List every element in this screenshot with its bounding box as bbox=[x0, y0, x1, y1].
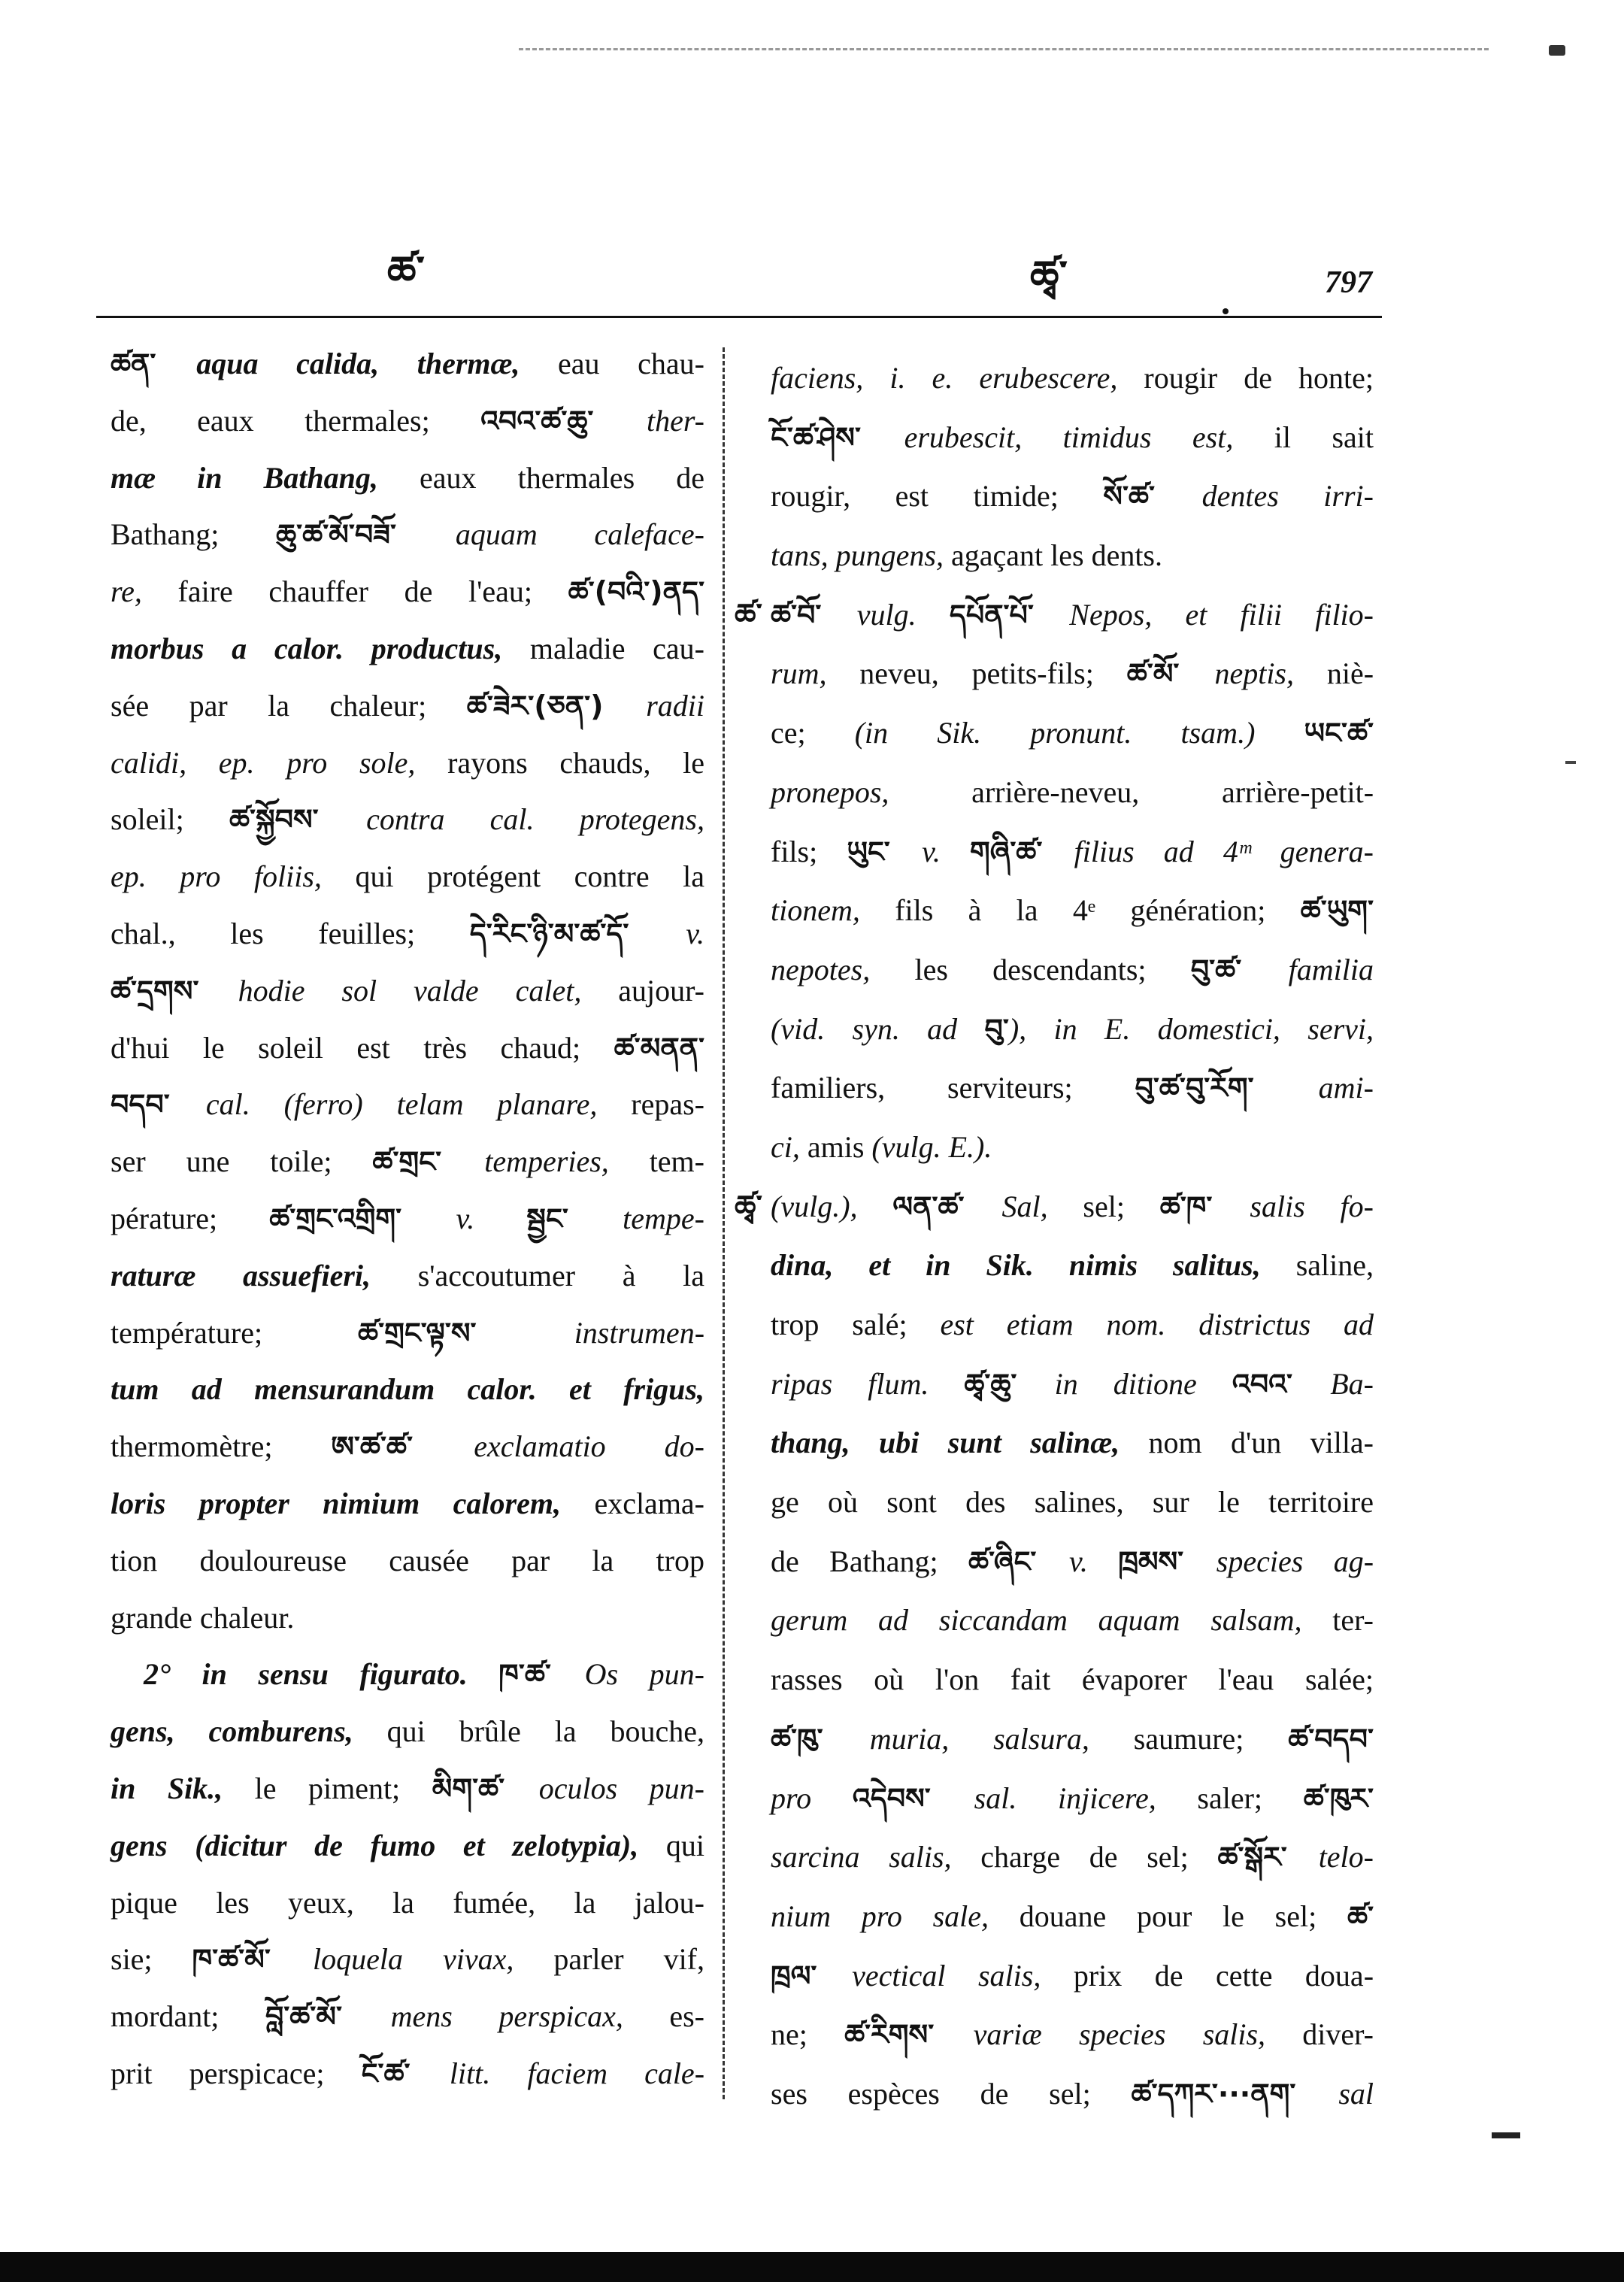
latin-gloss: loris propter nimium calorem, bbox=[111, 1486, 595, 1520]
latin-gloss: hodie sol valde calet, bbox=[238, 973, 619, 1008]
latin-gloss: tempe- bbox=[623, 1201, 704, 1235]
text-line bbox=[771, 1296, 1374, 1355]
tibetan-term: བདབ་ bbox=[111, 1088, 206, 1122]
text-line bbox=[111, 1247, 704, 1305]
latin-gloss: nium pro sale, bbox=[771, 1899, 1020, 1933]
latin-gloss: contra cal. protegens, bbox=[366, 802, 704, 837]
french-gloss: tion douloureuse causée par la trop bbox=[111, 1543, 704, 1577]
french-gloss: niè- bbox=[1326, 656, 1374, 691]
latin-gloss: instrumen- bbox=[574, 1315, 705, 1350]
latin-gloss: thang, ubi sunt salinæ, bbox=[771, 1426, 1149, 1460]
text-line bbox=[111, 1133, 704, 1190]
text-line bbox=[771, 1118, 1374, 1177]
tibetan-term: ཚ་ཟེར་(ཅན་) bbox=[466, 689, 647, 723]
latin-gloss: tans, pungens, bbox=[771, 538, 951, 573]
text-line bbox=[771, 349, 1374, 408]
running-head-right: ཚྭ་ bbox=[1030, 252, 1068, 299]
french-gloss: de, eaux thermales; bbox=[111, 403, 481, 438]
header-dot bbox=[1223, 308, 1229, 314]
french-gloss: pérature; bbox=[111, 1201, 270, 1235]
tibetan-term: དཔོན་པོ་ bbox=[949, 598, 1070, 632]
text-line bbox=[771, 823, 1374, 882]
french-gloss: douane pour le sel; bbox=[1019, 1899, 1347, 1933]
text-line bbox=[771, 1947, 1374, 2006]
text-line bbox=[771, 1650, 1374, 1710]
text-line bbox=[771, 1059, 1374, 1118]
latin-gloss: 2° in sensu figurato. bbox=[144, 1657, 499, 1692]
text-line bbox=[111, 1532, 704, 1590]
headword-marker: ཚ་ bbox=[735, 597, 762, 632]
latin-gloss: variæ species salis, bbox=[973, 2017, 1303, 2052]
french-gloss: qui bbox=[665, 1828, 704, 1862]
text-line bbox=[111, 735, 704, 792]
french-gloss: sel; bbox=[1083, 1189, 1160, 1223]
tibetan-term: དེ་རིང་ཉི་མ་ཚ་དོ་ bbox=[469, 917, 686, 950]
french-gloss: agaçant les dents. bbox=[951, 538, 1162, 573]
tibetan-term: ཚ་(བའི་)ནད་ bbox=[568, 575, 704, 609]
text-line bbox=[111, 1703, 704, 1760]
latin-gloss: erubescit, timidus est, bbox=[904, 420, 1274, 454]
tibetan-term: ཚ་མོ་ bbox=[1126, 657, 1215, 691]
latin-gloss: gerum ad siccandam aquam salsam, bbox=[771, 1603, 1333, 1638]
latin-gloss: faciens, i. e. erubescere, bbox=[771, 361, 1144, 395]
latin-gloss: tum ad mensurandum calor. et frigus, bbox=[111, 1372, 704, 1407]
french-gloss: thermomètre; bbox=[111, 1429, 332, 1464]
text-line bbox=[111, 848, 704, 905]
text-line bbox=[111, 1076, 704, 1133]
latin-gloss: (in Sik. pronunt. tsam.) bbox=[854, 716, 1304, 750]
latin-gloss: temperies, bbox=[484, 1144, 650, 1179]
tibetan-term: ཚ་བདབ་ bbox=[1288, 1722, 1374, 1756]
scan-bottom-border bbox=[0, 2252, 1624, 2282]
text-line bbox=[771, 1532, 1374, 1592]
scan-margin-mark bbox=[1565, 761, 1576, 764]
latin-gloss: dentes irri- bbox=[1201, 479, 1374, 514]
latin-gloss: ami- bbox=[1318, 1071, 1374, 1105]
french-gloss: saline, bbox=[1295, 1248, 1374, 1283]
french-gloss: grande chaleur. bbox=[111, 1600, 295, 1635]
text-line bbox=[771, 881, 1374, 941]
french-gloss: mordant; bbox=[111, 1999, 265, 2034]
tibetan-term: ཚ་གྲང་ལྟ་ས་ bbox=[358, 1316, 574, 1350]
latin-gloss: aquam calefacе- bbox=[455, 517, 704, 552]
tibetan-term: གཞི་ཚ་ bbox=[969, 835, 1074, 868]
text-line bbox=[771, 1473, 1374, 1532]
text-line bbox=[111, 905, 704, 962]
french-gloss: aujour- bbox=[618, 973, 704, 1008]
tibetan-term: ཚ་ཡུག་ bbox=[1300, 894, 1374, 928]
text-line bbox=[111, 1590, 704, 1647]
latin-gloss: vulg. bbox=[856, 597, 950, 632]
latin-gloss: gens (dicitur de fumo et zelotypia), bbox=[111, 1828, 666, 1862]
latin-gloss: tionem, bbox=[771, 893, 895, 928]
latin-gloss: filius ad 4ᵐ genera- bbox=[1074, 834, 1374, 868]
latin-gloss: in ditione bbox=[1054, 1366, 1232, 1401]
text-line bbox=[735, 1177, 1374, 1237]
text-line bbox=[771, 1591, 1374, 1650]
tibetan-term: ཚ་སྒོར་ bbox=[1217, 1841, 1319, 1874]
latin-gloss: v. bbox=[1069, 1544, 1119, 1578]
left-column bbox=[111, 335, 704, 2102]
french-gloss: ge où sont des salines, sur le territoire bbox=[771, 1485, 1374, 1520]
latin-gloss: v. bbox=[686, 916, 704, 950]
french-gloss: qui brûle la bouche, bbox=[386, 1714, 705, 1749]
french-gloss: eau chau- bbox=[558, 347, 704, 380]
latin-gloss: Os pun- bbox=[584, 1657, 704, 1692]
text-line bbox=[111, 1305, 704, 1362]
tibetan-term: ཆུ་ཚ་མོ་བཟོ་ bbox=[276, 518, 456, 552]
scan-margin-mark bbox=[1492, 2132, 1520, 2138]
french-gloss: nom d'un villa- bbox=[1148, 1426, 1374, 1460]
latin-gloss: sarcina salis, bbox=[771, 1840, 981, 1874]
tibetan-term: བུ་ཚ་ bbox=[1190, 953, 1289, 986]
french-gloss: pique les yeux, la fumée, la jalou- bbox=[111, 1885, 704, 1920]
text-line bbox=[111, 677, 704, 735]
tibetan-term: ཚ་རིགས་ bbox=[844, 2018, 974, 2052]
latin-gloss: v. bbox=[922, 834, 970, 868]
text-line bbox=[771, 1887, 1374, 1947]
french-gloss: s'accoutumer à la bbox=[417, 1258, 704, 1293]
french-gloss: Bathang; bbox=[111, 517, 277, 552]
headword-marker: ཚྭ་ bbox=[735, 1189, 762, 1224]
text-line bbox=[111, 1988, 704, 2045]
french-gloss: soleil; bbox=[111, 802, 229, 837]
text-line bbox=[111, 962, 704, 1020]
text-line bbox=[735, 586, 1374, 645]
tibetan-term: འབའ་ bbox=[1232, 1367, 1331, 1401]
latin-gloss: calidi, ep. pro sole, bbox=[111, 745, 448, 780]
french-gloss: parler vif, bbox=[553, 1942, 704, 1977]
text-line bbox=[111, 1931, 704, 1988]
french-gloss: charge de sel; bbox=[980, 1840, 1218, 1874]
tibetan-term: སྦྱང་ bbox=[526, 1202, 623, 1235]
latin-gloss: (vulg.), bbox=[771, 1189, 893, 1223]
tibetan-term: ངོ་ཚ་ bbox=[361, 2056, 450, 2090]
column-divider bbox=[723, 347, 725, 2099]
tibetan-term: ཁ་ཚ་ bbox=[498, 1658, 585, 1692]
tibetan-term: ཚ་བོ་ bbox=[771, 598, 857, 632]
text-line bbox=[771, 2005, 1374, 2065]
text-line bbox=[111, 791, 704, 848]
french-gloss: de Bathang; bbox=[771, 1544, 968, 1578]
latin-gloss: rum, bbox=[771, 656, 860, 691]
french-gloss: saumure; bbox=[1133, 1721, 1289, 1756]
latin-gloss: ep. pro foliis, bbox=[111, 859, 356, 894]
text-line bbox=[111, 620, 704, 677]
french-gloss: rayons chauds, le bbox=[447, 745, 704, 780]
french-gloss: rasses où l'on fait évaporer l'eau salée; bbox=[771, 1662, 1374, 1697]
tibetan-term: ཚ་ bbox=[1347, 1899, 1374, 1933]
text-line bbox=[771, 1414, 1374, 1473]
french-gloss: il sait bbox=[1274, 420, 1374, 454]
latin-gloss: nepotes, bbox=[771, 952, 915, 986]
text-line bbox=[111, 1760, 704, 1817]
latin-gloss: dina, et in Sik. nimis salitus, bbox=[771, 1248, 1296, 1283]
latin-gloss: ripas flum. bbox=[771, 1366, 965, 1401]
latin-gloss: neptis, bbox=[1214, 656, 1327, 691]
french-gloss: prix de cette doua- bbox=[1073, 1958, 1374, 1993]
latin-gloss: Ba- bbox=[1330, 1366, 1374, 1401]
french-gloss: fils à la 4ᵉ génération; bbox=[895, 893, 1301, 928]
tibetan-term: ཚ་ཁུར་ bbox=[1303, 1781, 1374, 1815]
text-line bbox=[111, 1020, 704, 1077]
french-gloss: tem- bbox=[649, 1144, 704, 1179]
latin-gloss: mæ in Bathang, bbox=[111, 460, 420, 495]
tibetan-term: ཚ་མནན་ bbox=[614, 1031, 704, 1065]
text-line bbox=[771, 704, 1374, 763]
french-gloss: ses espèces de sel; bbox=[771, 2076, 1132, 2111]
text-line bbox=[771, 1355, 1374, 1414]
tibetan-term: མིག་ཚ་ bbox=[432, 1771, 539, 1805]
text-line bbox=[771, 1236, 1374, 1296]
latin-gloss: in Sik., bbox=[111, 1771, 255, 1805]
tibetan-term: ཚ་གྲང་འགྲིག་ bbox=[269, 1202, 456, 1235]
french-gloss: diver- bbox=[1302, 2017, 1374, 2052]
latin-gloss: telo- bbox=[1318, 1840, 1374, 1874]
tibetan-term: འབའ་ཚ་ཆུ་ bbox=[480, 404, 647, 438]
french-gloss: le piment; bbox=[254, 1771, 432, 1805]
latin-gloss: re, bbox=[111, 574, 178, 609]
tibetan-term: སོ་ཚ་ bbox=[1103, 480, 1202, 514]
french-gloss: trop salé; bbox=[771, 1308, 941, 1341]
french-gloss: saler; bbox=[1197, 1780, 1304, 1815]
tibetan-term: ཁ་ཚ་མོ་ bbox=[192, 1943, 314, 1977]
tibetan-term: ལན་ཚ་ bbox=[892, 1189, 1002, 1223]
text-line bbox=[771, 1769, 1374, 1829]
latin-gloss: species ag- bbox=[1216, 1544, 1374, 1578]
tibetan-term: བུ་ཚ་བུ་རོག་ bbox=[1135, 1071, 1319, 1105]
running-head-left: ཚ་ bbox=[387, 247, 425, 295]
tibetan-term: འདེབས་ bbox=[852, 1781, 974, 1815]
text-line bbox=[111, 506, 704, 563]
french-gloss: amis bbox=[807, 1129, 872, 1164]
latin-gloss: (vid. syn. ad bbox=[771, 1011, 985, 1046]
latin-gloss: ther- bbox=[647, 403, 704, 438]
french-gloss: sie; bbox=[111, 1942, 192, 1977]
latin-gloss: muria, salsura, bbox=[869, 1721, 1134, 1756]
latin-gloss: raturæ assuefieri, bbox=[111, 1258, 418, 1293]
french-gloss: arrière-neveu, arrière-petit- bbox=[971, 774, 1374, 809]
text-line bbox=[111, 563, 704, 620]
text-line bbox=[771, 408, 1374, 468]
latin-gloss: aqua calida, thermæ, bbox=[196, 347, 559, 380]
french-gloss: faire chauffer de l'eau; bbox=[177, 574, 568, 609]
text-line bbox=[771, 644, 1374, 704]
french-gloss: chal., les feuilles; bbox=[111, 916, 470, 950]
french-gloss: température; bbox=[111, 1315, 359, 1350]
latin-gloss: (vulg. E.). bbox=[871, 1129, 992, 1164]
text-line bbox=[771, 941, 1374, 1000]
latin-gloss: sal. injicere, bbox=[974, 1780, 1198, 1815]
header-rule bbox=[96, 316, 1382, 318]
latin-gloss: morbus a calor. productus, bbox=[111, 631, 530, 665]
tibetan-term: ཚ་གྲང་ bbox=[372, 1145, 485, 1179]
french-gloss: neveu, petits-fils; bbox=[859, 656, 1127, 691]
french-gloss: familiers, serviteurs; bbox=[771, 1071, 1135, 1105]
tibetan-term: ཚན་ bbox=[111, 347, 197, 380]
latin-gloss: oculos pun- bbox=[538, 1771, 704, 1805]
latin-gloss: exclamatio do- bbox=[474, 1429, 704, 1464]
text-line bbox=[111, 1874, 704, 1932]
tibetan-term: ཚ་ཁུ་ bbox=[771, 1722, 870, 1756]
french-gloss: repas- bbox=[631, 1087, 704, 1122]
french-gloss: ser une toile; bbox=[111, 1144, 373, 1179]
french-gloss: ne; bbox=[771, 2017, 845, 2052]
tibetan-term: ཚྭ་ཆུ་ bbox=[964, 1367, 1055, 1401]
text-line bbox=[111, 1475, 704, 1532]
tibetan-term: ངོ་ཚ་ཤེས་ bbox=[771, 420, 904, 454]
tibetan-term: ཨ་ཚ་ཚ་ bbox=[331, 1430, 474, 1464]
french-gloss: exclama- bbox=[594, 1486, 704, 1520]
text-line bbox=[111, 392, 704, 450]
tibetan-term: ཚ་སྐྱོབས་ bbox=[229, 803, 367, 837]
latin-gloss: Sal, bbox=[1001, 1189, 1083, 1223]
text-line bbox=[111, 1817, 704, 1874]
text-line bbox=[771, 526, 1374, 586]
text-line bbox=[111, 335, 704, 392]
latin-gloss: pronepos, bbox=[771, 774, 972, 809]
latin-gloss: Nepos, et filii filio- bbox=[1069, 597, 1374, 632]
french-gloss: eaux thermales de bbox=[420, 460, 705, 495]
scan-artifact-top bbox=[519, 48, 1489, 50]
text-line bbox=[771, 763, 1374, 823]
latin-gloss: pro bbox=[771, 1780, 853, 1815]
right-column bbox=[735, 349, 1374, 2124]
scan-artifact-corner bbox=[1549, 45, 1565, 56]
text-line bbox=[111, 1190, 704, 1247]
french-gloss: es- bbox=[669, 1999, 704, 2034]
latin-gloss: loquela vivax, bbox=[313, 1942, 554, 1977]
tibetan-term: ཚ་དཀར་···ནག་ bbox=[1131, 2077, 1339, 2111]
page-number: 797 bbox=[1325, 265, 1372, 300]
tibetan-term: ཡུང་ bbox=[847, 835, 923, 868]
latin-gloss: v. bbox=[456, 1201, 527, 1235]
text-line bbox=[771, 2065, 1374, 2124]
text-line bbox=[111, 2045, 704, 2102]
latin-gloss: cal. (ferro) telam planare, bbox=[205, 1087, 632, 1122]
french-gloss: sée par la chaleur; bbox=[111, 688, 467, 723]
latin-gloss: ), in E. domestici, servi, bbox=[1008, 1011, 1374, 1046]
tibetan-term: ཚ་ཁ་ bbox=[1159, 1189, 1250, 1223]
tibetan-term: ཡང་ཚ་ bbox=[1304, 717, 1374, 750]
latin-gloss: familia bbox=[1288, 952, 1374, 986]
french-gloss: rougir, est timide; bbox=[771, 479, 1104, 514]
tibetan-term: ཁྲལ་ bbox=[771, 1959, 853, 1993]
french-gloss: prit perspicace; bbox=[111, 2056, 362, 2090]
french-gloss: ter- bbox=[1332, 1603, 1374, 1638]
latin-gloss: gens, comburens, bbox=[111, 1714, 387, 1749]
text-line bbox=[111, 450, 704, 507]
latin-gloss: litt. faciem cale- bbox=[449, 2056, 705, 2090]
tibetan-term: ཚ་ཞིང་ bbox=[968, 1544, 1070, 1578]
french-gloss: d'hui le soleil est très chaud; bbox=[111, 1030, 614, 1065]
french-gloss: qui protégent contre la bbox=[355, 859, 704, 894]
tibetan-term: ཁྲམས་ bbox=[1118, 1544, 1216, 1578]
french-gloss: fils; bbox=[771, 834, 847, 868]
latin-gloss: est etiam nom. districtus ad bbox=[940, 1308, 1374, 1341]
text-line bbox=[771, 1000, 1374, 1059]
french-gloss: ce; bbox=[771, 716, 855, 750]
tibetan-term: བུ་ bbox=[984, 1012, 1009, 1046]
text-line bbox=[111, 1361, 704, 1418]
latin-gloss: ci, bbox=[771, 1129, 807, 1164]
french-gloss: maladie cau- bbox=[529, 631, 704, 665]
text-line bbox=[111, 1646, 704, 1703]
text-line bbox=[771, 467, 1374, 526]
text-line bbox=[771, 1710, 1374, 1769]
french-gloss: rougir de honte; bbox=[1144, 361, 1374, 395]
latin-gloss: sal bbox=[1338, 2076, 1374, 2111]
latin-gloss: vectical salis, bbox=[852, 1958, 1074, 1993]
tibetan-term: ཚ་དྲགས་ bbox=[111, 974, 238, 1008]
text-line bbox=[771, 1828, 1374, 1887]
tibetan-term: བློ་ཚ་མོ་ bbox=[265, 2000, 391, 2034]
latin-gloss: salis fo- bbox=[1250, 1189, 1374, 1223]
french-gloss: les descendants; bbox=[914, 952, 1191, 986]
latin-gloss: radii bbox=[646, 688, 704, 723]
text-line bbox=[111, 1418, 704, 1475]
latin-gloss: mens perspicax, bbox=[390, 1999, 670, 2034]
